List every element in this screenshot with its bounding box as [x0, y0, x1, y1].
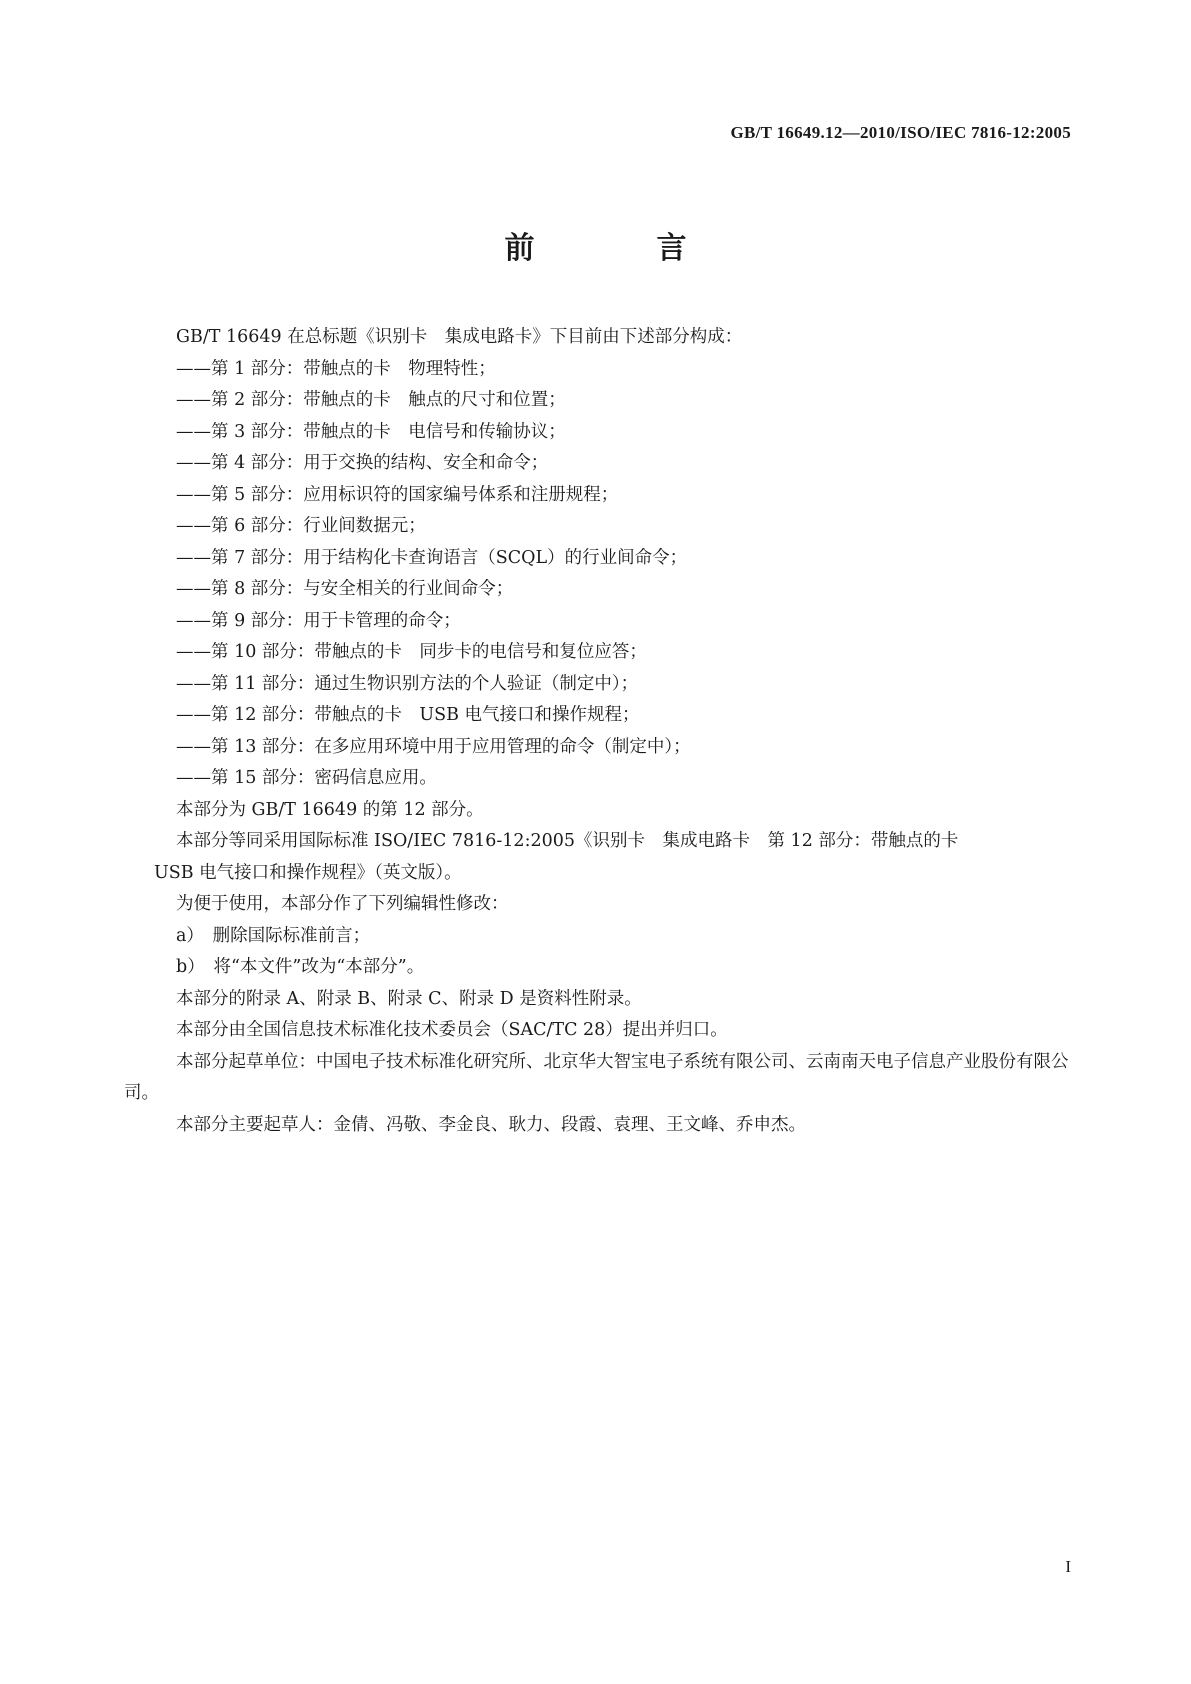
- list-item: ——第 12 部分：带触点的卡 USB 电气接口和操作规程；: [176, 705, 640, 725]
- list-item: ——第 15 部分：密码信息应用。: [176, 768, 437, 788]
- list-item: ——第 7 部分：用于结构化卡查询语言（SCQL）的行业间命令；: [176, 547, 688, 568]
- part-of-paragraph: 本部分为 GB/T 16649 的第 12 部分。: [176, 799, 484, 820]
- foreword-body: [124, 322, 1071, 1141]
- list-item: ——第 10 部分：带触点的卡 同步卡的电信号和复位应答；: [176, 642, 647, 662]
- list-item: ——第 13 部分：在多应用环境中用于应用管理的命令（制定中）；: [176, 736, 691, 757]
- page-title: 前 言: [504, 231, 733, 266]
- edit-item-a: a） 删除国际标准前言；: [176, 925, 371, 946]
- drafters-paragraph: 本部分主要起草人：金倩、冯敬、李金良、耿力、段霞、袁理、王文峰、乔申杰。: [176, 1114, 806, 1135]
- list-item: ——第 8 部分：与安全相关的行业间命令；: [176, 579, 514, 599]
- list-item: ——第 3 部分：带触点的卡 电信号和传输协议；: [176, 421, 566, 442]
- list-item: ——第 11 部分：通过生物识别方法的个人验证（制定中）；: [176, 673, 639, 694]
- proposed-by-paragraph: 本部分由全国信息技术标准化技术委员会（SAC/TC 28）提出并归口。: [176, 1020, 728, 1040]
- list-item: ——第 2 部分：带触点的卡 触点的尺寸和位置；: [176, 390, 566, 410]
- annexes-paragraph: 本部分的附录 A、附录 B、附录 C、附录 D 是资料性附录。: [176, 988, 642, 1009]
- list-item: ——第 1 部分：带触点的卡 物理特性；: [176, 358, 496, 379]
- adoption-paragraph-line2: USB 电气接口和操作规程》（英文版）。: [154, 862, 462, 883]
- parts-list: [124, 354, 1071, 795]
- list-item: ——第 4 部分：用于交换的结构、安全和命令；: [176, 453, 549, 473]
- list-item: ——第 5 部分：应用标识符的国家编号体系和注册规程；: [176, 484, 619, 505]
- list-item: ——第 9 部分：用于卡管理的命令；: [176, 610, 461, 631]
- drafting-units-paragraph: 本部分起草单位：中国电子技术标准化研究所、北京华大智宝电子系统有限公司、云南南天电子信息产业股份有限公司。: [124, 1051, 1069, 1103]
- intro-paragraph: GB/T 16649 在总标题《识别卡 集成电路卡》下目前由下述部分构成：: [176, 327, 743, 347]
- standard-code-header: GB/T 16649.12—2010/ISO/IEC 7816-12:2005: [730, 123, 1071, 142]
- adoption-paragraph-line1: 本部分等同采用国际标准 ISO/IEC 7816-12:2005《识别卡 集成电路卡 第 12 部分：带触点的卡: [176, 831, 959, 851]
- edit-item-b: b） 将“本文件”改为“本部分”。: [176, 957, 425, 977]
- page-number: I: [1065, 1557, 1071, 1576]
- list-item: ——第 6 部分：行业间数据元；: [176, 516, 426, 536]
- edits-intro-paragraph: 为便于使用，本部分作了下列编辑性修改：: [176, 894, 509, 914]
